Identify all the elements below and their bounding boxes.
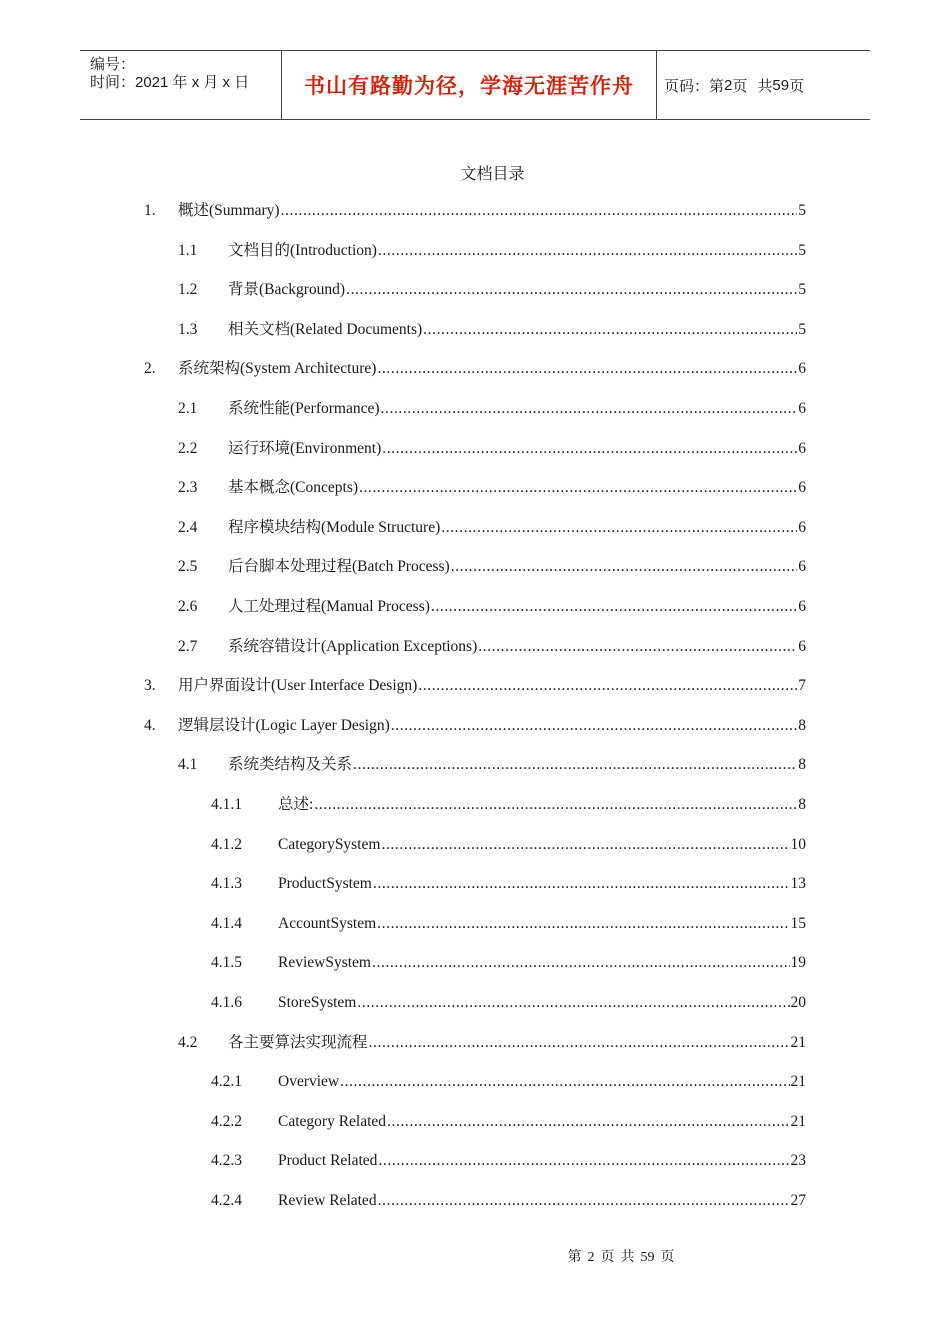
header-page-info xyxy=(656,51,870,119)
serial-label: 编号： xyxy=(90,56,136,73)
toc-entry[interactable] xyxy=(178,754,806,776)
toc-entry-title: Review Related xyxy=(278,1192,377,1209)
toc-entry-title: 总述: xyxy=(278,796,314,813)
toc-entry-title: 相关文档(Related Documents) xyxy=(228,320,423,338)
toc-dot-leader xyxy=(418,675,797,697)
toc-entry-title: Product Related xyxy=(278,1152,378,1170)
toc-entry-number: 2.6 xyxy=(178,598,198,615)
toc-entry-page: 6 xyxy=(798,439,806,457)
toc-entry-page: 6 xyxy=(798,400,806,417)
toc-entry-page: 5 xyxy=(798,241,806,259)
toc-entry-number: 4.1.2 xyxy=(211,835,242,853)
toc-entry-page: 10 xyxy=(790,835,806,853)
toc-entry-page: 6 xyxy=(798,598,806,615)
toc-entry-title: Overview xyxy=(278,1073,340,1091)
toc-entry-page: 6 xyxy=(798,637,806,655)
toc-entry-number: 4.1.3 xyxy=(211,875,242,893)
toc-entry[interactable] xyxy=(211,1150,806,1172)
toc-dot-leader xyxy=(478,636,797,658)
page-info-current: 2 xyxy=(724,76,733,94)
toc-entry-number: 4.2.3 xyxy=(211,1152,242,1170)
toc-dot-leader xyxy=(431,596,797,618)
toc-entry-number: 2.1 xyxy=(178,400,198,417)
toc-entry-number: 4.1.4 xyxy=(211,914,242,932)
toc-entry-number: 2. xyxy=(144,360,156,378)
toc-entry-title: 背景(Background) xyxy=(228,281,346,299)
page-info-label: 页码：第 xyxy=(664,77,725,95)
toc-dot-leader xyxy=(377,913,789,935)
toc-dot-leader xyxy=(281,200,798,222)
toc-entry[interactable] xyxy=(178,477,806,499)
footer-current: 2 xyxy=(587,1250,595,1265)
footer-page-word: 页 xyxy=(600,1250,615,1265)
toc-entry-number: 4.1.1 xyxy=(211,796,242,813)
toc-dot-leader xyxy=(441,517,797,539)
toc-entry-page: 6 xyxy=(798,360,806,378)
page-header xyxy=(80,50,870,120)
toc-entry-title: Category Related xyxy=(278,1112,387,1130)
toc-entry-number: 3. xyxy=(144,677,156,695)
toc-entry[interactable] xyxy=(211,952,806,974)
toc-entry-number: 4.1.6 xyxy=(211,994,242,1011)
toc-entry-page: 8 xyxy=(798,796,806,813)
toc-entry-page: 7 xyxy=(798,677,806,695)
time-label: 时间：2021 年 x 月 x 日 xyxy=(90,74,250,91)
toc-entry-page: 15 xyxy=(790,914,806,932)
toc-dot-leader xyxy=(378,240,797,262)
toc-entry-number: 4. xyxy=(144,716,156,734)
toc-entry[interactable] xyxy=(178,240,806,262)
toc-dot-leader xyxy=(357,992,789,1014)
toc-entry[interactable] xyxy=(178,596,806,618)
toc-entry-number: 4.2.2 xyxy=(211,1112,242,1130)
toc-entry-number: 2.4 xyxy=(178,518,198,536)
toc-dot-leader xyxy=(378,1190,790,1212)
toc-entry-page: 23 xyxy=(790,1152,806,1170)
toc-entry-page: 6 xyxy=(798,518,806,536)
toc-entry-title: 文档目的(Introduction) xyxy=(228,241,377,259)
toc-entry[interactable] xyxy=(178,319,806,341)
toc-entry[interactable] xyxy=(144,715,806,737)
toc-dot-leader xyxy=(359,477,797,499)
toc-entry-page: 27 xyxy=(790,1192,806,1209)
toc-entry[interactable] xyxy=(211,873,806,895)
toc-dot-leader xyxy=(387,1111,789,1133)
toc-entry-page: 6 xyxy=(798,558,806,576)
toc-dot-leader xyxy=(346,279,797,301)
toc-entry[interactable] xyxy=(144,358,806,380)
toc-entry-title: 各主要算法实现流程 xyxy=(228,1033,368,1051)
page-info-page-word: 页 xyxy=(732,77,748,95)
toc-entry-title: 系统性能(Performance) xyxy=(228,400,380,417)
toc-entry-page: 21 xyxy=(790,1112,806,1130)
toc-entry-page: 13 xyxy=(790,875,806,893)
toc-entry-title: 运行环境(Environment) xyxy=(228,439,382,457)
toc-entry-page: 8 xyxy=(798,756,806,774)
page-info-total-suffix: 页 xyxy=(789,77,805,95)
toc-entry-number: 1. xyxy=(144,202,156,219)
toc-dot-leader xyxy=(353,754,797,776)
toc-entry[interactable] xyxy=(144,675,806,697)
toc-entry[interactable] xyxy=(211,794,806,816)
toc-entry-page: 21 xyxy=(790,1073,806,1091)
toc-entry[interactable] xyxy=(211,1190,806,1212)
toc-entry-title: 后台脚本处理过程(Batch Process) xyxy=(228,558,450,576)
toc-dot-leader xyxy=(377,358,797,380)
toc-entry-number: 1.2 xyxy=(178,281,198,299)
toc-dot-leader xyxy=(369,1032,790,1054)
footer-total-word: 共 xyxy=(620,1250,635,1265)
toc-entry[interactable] xyxy=(178,1032,806,1054)
toc-entry-page: 5 xyxy=(798,202,806,219)
toc-entry[interactable] xyxy=(178,556,806,578)
toc-entry-number: 4.2.4 xyxy=(211,1192,242,1209)
toc-entry[interactable] xyxy=(144,200,806,222)
toc-dot-leader xyxy=(314,794,797,816)
header-motto-cell xyxy=(281,51,657,119)
toc-dot-leader xyxy=(423,319,797,341)
toc-entry[interactable] xyxy=(178,517,806,539)
toc-entry[interactable] xyxy=(178,279,806,301)
toc-entry-number: 1.1 xyxy=(178,241,198,259)
toc-entry[interactable] xyxy=(178,398,806,420)
toc-entry-number: 2.2 xyxy=(178,439,198,457)
toc-entry[interactable] xyxy=(178,438,806,460)
toc-entry-number: 2.3 xyxy=(178,479,198,497)
toc-entry-number: 4.2 xyxy=(178,1033,198,1051)
toc-entry-page: 19 xyxy=(790,954,806,972)
toc-dot-leader xyxy=(340,1071,789,1093)
toc-entry[interactable] xyxy=(211,992,806,1014)
toc-entry-number: 4.1 xyxy=(178,756,198,774)
toc-entry-title: 系统架构(System Architecture) xyxy=(178,360,377,378)
toc-entry-title: CategorySystem xyxy=(278,835,381,853)
toc-entry-page: 5 xyxy=(798,320,806,338)
toc-dot-leader xyxy=(373,873,790,895)
toc-dot-leader xyxy=(391,715,797,737)
toc-entry-title: 概述(Summary) xyxy=(178,202,280,219)
header-meta xyxy=(80,51,281,119)
toc-entry-page: 6 xyxy=(798,479,806,497)
toc-entry-number: 2.7 xyxy=(178,637,198,655)
toc-dot-leader xyxy=(381,834,789,856)
toc-entry[interactable] xyxy=(211,1071,806,1093)
toc-entry-title: StoreSystem xyxy=(278,994,357,1011)
toc-entry-title: 程序模块结构(Module Structure) xyxy=(228,518,441,536)
toc-entry-title: 系统类结构及关系 xyxy=(228,756,353,774)
toc-entry-title: 逻辑层设计(Logic Layer Design) xyxy=(178,716,390,734)
toc-entry-page: 21 xyxy=(790,1033,806,1051)
toc-entry[interactable] xyxy=(211,1111,806,1133)
header-motto: 书山有路勤为径，学海无涯苦作舟 xyxy=(304,74,634,98)
toc-dot-leader xyxy=(381,398,798,420)
toc-entry-title: 基本概念(Concepts) xyxy=(228,479,359,497)
toc-entry-title: 系统容错设计(Application Exceptions) xyxy=(228,637,478,655)
footer-total-suffix: 页 xyxy=(660,1250,675,1265)
toc-entry-number: 1.3 xyxy=(178,320,198,338)
toc-entry[interactable] xyxy=(178,636,806,658)
toc-entry-number: 4.2.1 xyxy=(211,1073,242,1091)
toc-entry-title: AccountSystem xyxy=(278,914,377,932)
footer-total: 59 xyxy=(640,1250,655,1265)
toc-entry-title: ProductSystem xyxy=(278,875,372,893)
toc-dot-leader xyxy=(372,952,790,974)
toc-dot-leader xyxy=(451,556,798,578)
toc-entry[interactable] xyxy=(211,913,806,935)
toc-title: 文档目录 xyxy=(460,166,525,183)
toc-entry-title: 人工处理过程(Manual Process) xyxy=(228,598,430,615)
page-info-total-word: 共 xyxy=(757,77,773,95)
toc-entry-title: ReviewSystem xyxy=(278,954,371,972)
toc-entry[interactable] xyxy=(211,834,806,856)
toc-entry-number: 2.5 xyxy=(178,558,198,576)
toc-dot-leader xyxy=(382,438,797,460)
toc-entry-page: 8 xyxy=(798,716,806,734)
toc-entry-page: 5 xyxy=(798,281,806,299)
page-footer xyxy=(0,1246,950,1266)
page-info-total: 59 xyxy=(772,76,790,94)
toc-entry-title: 用户界面设计(User Interface Design) xyxy=(178,677,418,695)
footer-prefix: 第 xyxy=(567,1250,582,1265)
toc-dot-leader xyxy=(378,1150,789,1172)
toc-entry-page: 20 xyxy=(790,994,806,1011)
toc-entry-number: 4.1.5 xyxy=(211,954,242,972)
